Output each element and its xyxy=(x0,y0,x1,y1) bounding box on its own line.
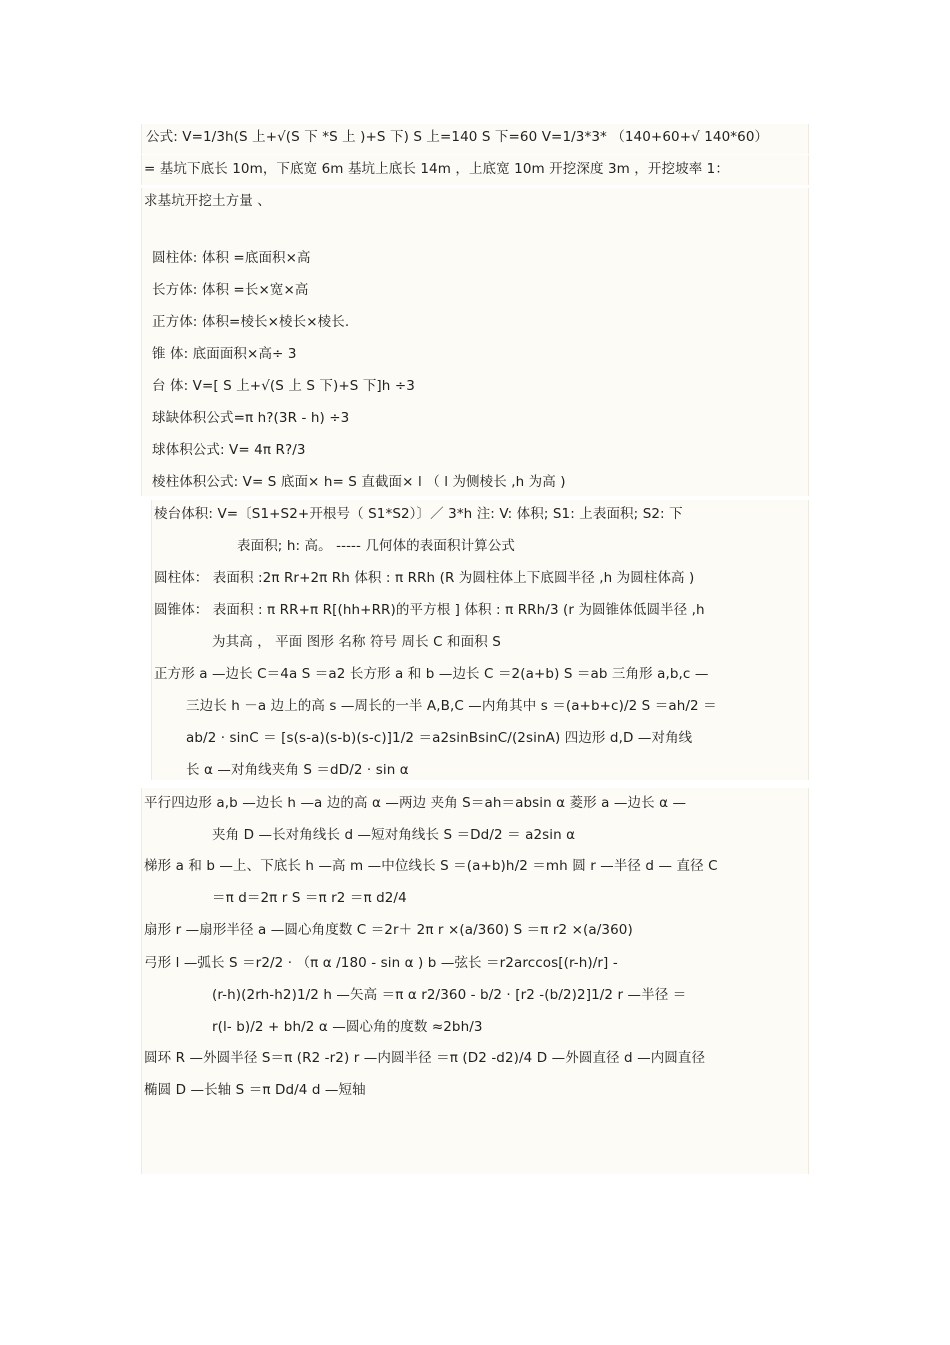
shape-square-rect-triangle: 正方形 a —边长 C＝4a S ＝a2 长方形 a 和 b —边长 C ＝2(a+b) S ＝ab 三角形 a,b,c — xyxy=(154,666,709,682)
frustum-volume-line1: 棱台体积: V=〔S1+S2+开根号（ S1*S2）〕／ 3*h 注: V: 体积; S1: 上表面积; S2: 下 xyxy=(154,506,683,522)
surface-cone-line2: 为其高 ， 平面 图形 名称 符号 周长 C 和面积 S xyxy=(212,634,501,650)
shape-circle-cont: ＝π d＝2π r S ＝π r2 ＝π d2/4 xyxy=(212,890,407,906)
shape-segment: 弓形 l —弧长 S ＝r2/2 · （π α /180 - sin α ) b —弦长 ＝r2arccos[(r-h)/r] - xyxy=(144,955,618,971)
surface-cylinder: 圆柱体： 表面积 :2π Rr+2π Rh 体积 : π RRh (R 为圆柱体上下底圆半径 ,h 为圆柱体高 ) xyxy=(154,570,695,586)
shape-annulus: 圆环 R —外圆半径 S＝π (R2 -r2) r —内圆半径 ＝π (D2 -d2)/4 D —外圆直径 d —内圆直径 xyxy=(144,1050,706,1066)
shape-triangle-cont-1: 三边长 h －a 边上的高 s —周长的一半 A,B,C —内角其中 s ＝(a+b+c)/2 S ＝ah/2 ＝ xyxy=(186,698,717,714)
shape-quadrilateral: 长 α —对角线夹角 S ＝dD/2 · sin α xyxy=(186,762,409,778)
surface-cone-line1: 圆锥体： 表面积 : π RR+π R[(hh+RR)的平方根 ] 体积 : π RRh/3 (r 为圆锥体低圆半径 ,h xyxy=(154,602,705,618)
shape-ellipse: 椭圆 D —长轴 S ＝π Dd/4 d —短轴 xyxy=(144,1082,366,1098)
shape-rhombus: 夹角 D —长对角线长 d —短对角线长 S ＝Dd/2 ＝ a2sin α xyxy=(212,827,576,843)
shape-segment-cont-2: r(l- b)/2 + bh/2 α —圆心角的度数 ≈2bh/3 xyxy=(212,1019,483,1035)
text-block-shapes xyxy=(141,788,809,1174)
volume-cuboid: 长方体: 体积 =长×宽×高 xyxy=(152,282,309,298)
frustum-volume-line2: 表面积; h: 高。 ----- 几何体的表面积计算公式 xyxy=(237,538,515,554)
shape-triangle-cont-2: ab/2 · sinC ＝ [s(s-a)(s-b)(s-c)]1/2 ＝a2sinBsinC/(2sinA) 四边形 d,D —对角线 xyxy=(186,730,693,746)
problem-line: = 基坑下底长 10m，下底宽 6m 基坑上底长 14m ，上底宽 10m 开挖深度 3m ，开挖坡率 1： xyxy=(144,161,729,177)
volume-sphere: 球体积公式: V= 4π R?/3 xyxy=(152,442,306,458)
volume-cylinder: 圆柱体: 体积 =底面积×高 xyxy=(152,250,311,266)
question-line: 求基坑开挖土方量 、 xyxy=(144,193,271,209)
shape-parallelogram: 平行四边形 a,b —边长 h —a 边的高 α —两边 夹角 S＝ah＝absin α 菱形 a —边长 α — xyxy=(144,795,687,811)
volume-frustum: 台 体: V=[ S 上+√(S 上 S 下)+S 下]h ÷3 xyxy=(152,378,415,394)
shape-segment-cont-1: (r-h)(2rh-h2)1/2 h —矢高 ＝π α r2/360 - b/2 · [r2 -(b/2)2]1/2 r —半径 ＝ xyxy=(212,987,687,1003)
volume-cube: 正方体: 体积=棱长×棱长×棱长. xyxy=(152,314,350,330)
formula-line: 公式: V=1/3h(S 上+√(S 下 *S 上 )+S 下) S 上=140 S 下=60 V=1/3*3* （140+60+√ 140*60） xyxy=(146,129,769,145)
shape-trapezoid-circle: 梯形 a 和 b —上、下底长 h —高 m —中位线长 S ＝(a+b)h/2 ＝mh 圆 r —半径 d — 直径 C xyxy=(144,858,718,874)
shape-sector: 扇形 r —扇形半径 a —圆心角度数 C ＝2r＋ 2π r ×(a/360) S ＝π r2 ×(a/360) xyxy=(144,922,633,938)
volume-cone: 锥 体: 底面面积×高÷ 3 xyxy=(152,346,297,362)
volume-prism: 棱柱体积公式: V= S 底面× h= S 直截面× l （ l 为侧棱长 ,h 为高 ) xyxy=(152,474,566,490)
volume-spherical-cap: 球缺体积公式=π h?(3R - h) ÷3 xyxy=(152,410,350,426)
